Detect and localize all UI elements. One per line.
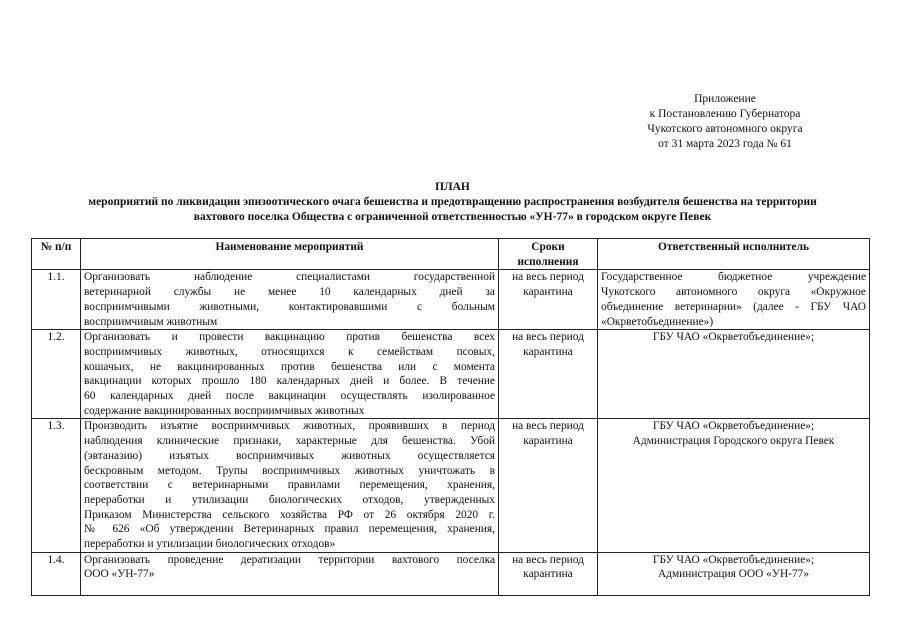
measure-term: на весь период карантина — [499, 330, 598, 419]
header-terms: Сроки исполнения — [499, 239, 598, 270]
measure-line: переработки и утилизации биологических отходов» — [84, 538, 336, 551]
measure-line: ООО «УН-77» — [84, 568, 155, 581]
measure-line: № 626 «Об утверждении Ветеринарных правил перемещения, хранения, — [84, 523, 495, 536]
measure-line: соответствии с ветеринарными правилами перемещения, хранения, — [84, 479, 495, 492]
row-number: 1.1. — [32, 270, 81, 330]
plan-subtitle — [28, 195, 877, 225]
table-header-row — [32, 239, 870, 270]
measures-table — [31, 238, 870, 596]
row-number: 1.3. — [32, 419, 81, 552]
appendix-block — [600, 92, 850, 152]
plan-subtitle-line: мероприятий по ликвидации эпизоотического очага бешенства и предотвращению распространения возбудителя бешенства на территории — [88, 196, 817, 208]
measure-line: Организовать и провести вакцинацию против бешенства всех — [84, 331, 495, 344]
measure-line: содержание вакцинированных восприимчивых животных — [84, 404, 365, 417]
measure-line: 60 календарных дней после вакцинации осуществлять изолированное — [84, 390, 495, 403]
measure-line: наблюдения клинические признаки, характерные для бешенства. Убой — [84, 435, 495, 448]
measure-line: (эвтаназию) изъятых восприимчивых животных осуществляется — [84, 449, 495, 462]
measure-line: Производить изъятие восприимчивых животных, проявивших в период — [84, 420, 495, 433]
measure-line: Организовать наблюдение специалистами государственной — [84, 271, 495, 284]
responsible-line: ГБУ ЧАО «Окрветобъединение»; — [652, 420, 815, 433]
plan-title: ПЛАН — [435, 181, 470, 193]
responsible-line: ГБУ ЧАО «Окрветобъединение»; — [652, 331, 815, 344]
responsible-line: Государственное бюджетное учреждение — [601, 271, 866, 284]
responsible-line: Администрация ООО «УН-77» — [657, 568, 810, 581]
measure-responsible — [598, 419, 870, 552]
measure-text — [81, 270, 499, 330]
measure-line: восприимчивым животным — [84, 315, 218, 328]
row-number: 1.4. — [32, 552, 81, 595]
header-name: Наименование мероприятий — [81, 239, 499, 270]
measure-line: восприимчивыми животными, контактировавшими с больным — [84, 300, 495, 313]
appendix-line: к Постановлению Губернатора — [649, 108, 801, 120]
row-number: 1.2. — [32, 330, 81, 419]
measure-line: переработки и утилизации биологических отходов, утвержденных — [84, 493, 495, 506]
appendix-line: от 31 марта 2023 года № 61 — [658, 138, 792, 150]
measure-line: ветеринарной службы не менее 10 календарных дней за — [84, 286, 495, 299]
measure-line: восприимчивых животных, относящихся к семействам псовых, — [84, 345, 495, 358]
measure-line: бескровным методом. Трупы восприимчивых животных уничтожать в — [84, 464, 495, 477]
measure-text — [81, 552, 499, 595]
measure-responsible — [598, 552, 870, 595]
measure-text — [81, 330, 499, 419]
appendix-line: Приложение — [694, 93, 756, 105]
table-row — [32, 419, 870, 552]
measure-term: на весь период карантина — [499, 552, 598, 595]
table-row — [32, 552, 870, 595]
responsible-line: Администрация Городского округа Певек — [632, 435, 835, 448]
measure-responsible — [598, 330, 870, 419]
responsible-line: ГБУ ЧАО «Окрветобъединение»; — [652, 553, 815, 566]
responsible-line: объединение ветеринарии» (далее - ГБУ ЧАО — [601, 300, 866, 313]
measure-term: на весь период карантина — [499, 419, 598, 552]
measure-line: кошачьих, не вакцинированных против бешенства или с момента — [84, 360, 495, 373]
measure-responsible — [598, 270, 870, 330]
responsible-line: Чукотского автономного округа «Окружное — [601, 286, 866, 299]
appendix-line: Чукотского автономного округа — [647, 123, 803, 135]
measure-line: Организовать проведение дератизации территории вахтового поселка — [84, 553, 495, 566]
measure-line: вакцинации которых прошло 180 календарных дней и более. В течение — [84, 375, 495, 388]
table-row — [32, 270, 870, 330]
measure-line: Приказом Министерства сельского хозяйства РФ от 26 октября 2020 г. — [84, 508, 495, 521]
header-responsible: Ответственный исполнитель — [598, 239, 870, 270]
measure-text — [81, 419, 499, 552]
plan-subtitle-line: вахтового поселка Общества с ограниченной ответственностью «УН-77» в городском округе Певек — [193, 211, 712, 223]
responsible-line: «Окрветобъединение») — [601, 315, 714, 328]
table-row — [32, 330, 870, 419]
header-num: № п/п — [32, 239, 81, 270]
measure-term: на весь период карантина — [499, 270, 598, 330]
